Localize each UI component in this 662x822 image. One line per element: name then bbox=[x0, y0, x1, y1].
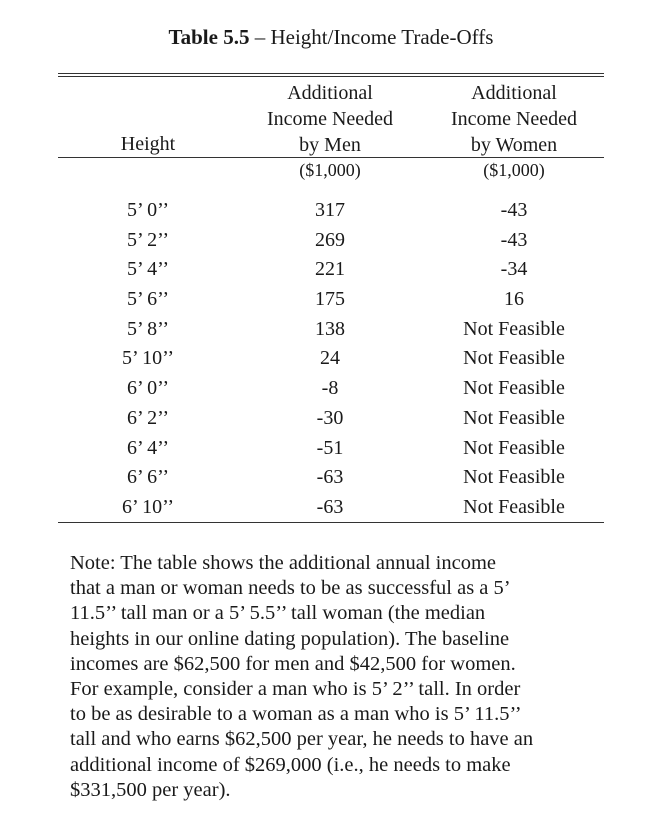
cell-height: 6’ 0’’ bbox=[126, 377, 169, 400]
title-separator: – bbox=[249, 25, 271, 49]
header-men-line: Income Needed bbox=[266, 108, 394, 130]
header-women-line: Additional bbox=[471, 82, 557, 104]
cell-women: Not Feasible bbox=[463, 347, 565, 370]
cell-height: 5’ 8’’ bbox=[126, 317, 169, 340]
cell-women: Not Feasible bbox=[463, 317, 565, 340]
header-rule bbox=[58, 157, 604, 158]
cell-height: 6’ 2’’ bbox=[126, 406, 169, 429]
table-row bbox=[58, 255, 604, 285]
cell-men: -63 bbox=[316, 495, 344, 518]
cell-men: -8 bbox=[321, 377, 339, 400]
header-men-unit: ($1,000) bbox=[299, 160, 361, 180]
cell-women: -34 bbox=[500, 258, 528, 281]
cell-height: 5’ 4’’ bbox=[126, 258, 169, 281]
header-men-line: Additional bbox=[287, 82, 373, 104]
table-row bbox=[58, 404, 604, 434]
table-bottom-rule bbox=[58, 522, 604, 523]
table-body bbox=[58, 196, 604, 523]
cell-height: 6’ 4’’ bbox=[126, 436, 169, 459]
note-line: additional income of $269,000 (i.e., he needs to make bbox=[70, 753, 511, 776]
cell-men: 317 bbox=[315, 199, 345, 221]
header-men bbox=[245, 80, 415, 182]
table-row bbox=[58, 374, 604, 404]
header-women-line: by Women bbox=[470, 134, 558, 156]
note-line: heights in our online dating population). The baseline bbox=[70, 627, 510, 650]
cell-women: Not Feasible bbox=[463, 436, 565, 459]
header-men-line: by Men bbox=[299, 134, 361, 156]
table-row bbox=[58, 493, 604, 523]
cell-men: 175 bbox=[315, 288, 345, 311]
cell-women: -43 bbox=[500, 228, 528, 251]
table-title-text: Height/Income Trade-Offs bbox=[270, 25, 494, 49]
cell-height: 5’ 10’’ bbox=[121, 347, 174, 370]
table-row bbox=[58, 344, 604, 374]
cell-men: 269 bbox=[315, 228, 345, 251]
header-women-unit: ($1,000) bbox=[483, 160, 545, 180]
cell-men: 221 bbox=[315, 258, 345, 281]
note-line: incomes are $62,500 for men and $42,500 for women. bbox=[70, 652, 516, 675]
header-women-line: Income Needed bbox=[450, 108, 578, 130]
note-line: 11.5’’ tall man or a 5’ 5.5’’ tall woman (the median bbox=[70, 602, 486, 625]
table-top-rule bbox=[58, 73, 604, 77]
cell-women: 16 bbox=[504, 288, 524, 311]
cell-men: -30 bbox=[316, 406, 344, 429]
note-line: $331,500 per year). bbox=[70, 778, 231, 801]
note-line: Note: The table shows the additional annual income bbox=[70, 552, 497, 574]
cell-women: Not Feasible bbox=[463, 495, 565, 518]
cell-height: 5’ 6’’ bbox=[126, 288, 169, 311]
cell-height: 6’ 6’’ bbox=[126, 466, 169, 489]
note-line: tall and who earns $62,500 per year, he needs to have an bbox=[70, 728, 534, 751]
table-row bbox=[58, 463, 604, 493]
table-row bbox=[58, 226, 604, 256]
note-line: to be as desirable to a woman as a man who is 5’ 11.5’’ bbox=[70, 703, 522, 726]
note-line: that a man or woman needs to be as successful as a 5’ bbox=[70, 577, 511, 600]
header-women bbox=[424, 80, 604, 182]
table-row bbox=[58, 315, 604, 345]
cell-height: 5’ 0’’ bbox=[126, 199, 169, 221]
header-height: Height bbox=[120, 133, 176, 155]
cell-women: Not Feasible bbox=[463, 377, 565, 400]
cell-men: 138 bbox=[315, 317, 345, 340]
cell-height: 5’ 2’’ bbox=[126, 228, 169, 251]
table-note bbox=[70, 551, 610, 803]
table-row bbox=[58, 434, 604, 464]
table-number: Table 5.5 bbox=[168, 25, 250, 49]
note-line: For example, consider a man who is 5’ 2’’ tall. In order bbox=[70, 678, 521, 701]
cell-women: -43 bbox=[500, 199, 528, 221]
table-row bbox=[58, 285, 604, 315]
cell-height: 6’ 10’’ bbox=[121, 495, 174, 518]
table-title bbox=[0, 24, 662, 50]
cell-women: Not Feasible bbox=[463, 406, 565, 429]
cell-women: Not Feasible bbox=[463, 466, 565, 489]
table-row bbox=[58, 196, 604, 226]
cell-men: -51 bbox=[316, 436, 344, 459]
cell-men: -63 bbox=[316, 466, 344, 489]
cell-men: 24 bbox=[320, 347, 340, 370]
